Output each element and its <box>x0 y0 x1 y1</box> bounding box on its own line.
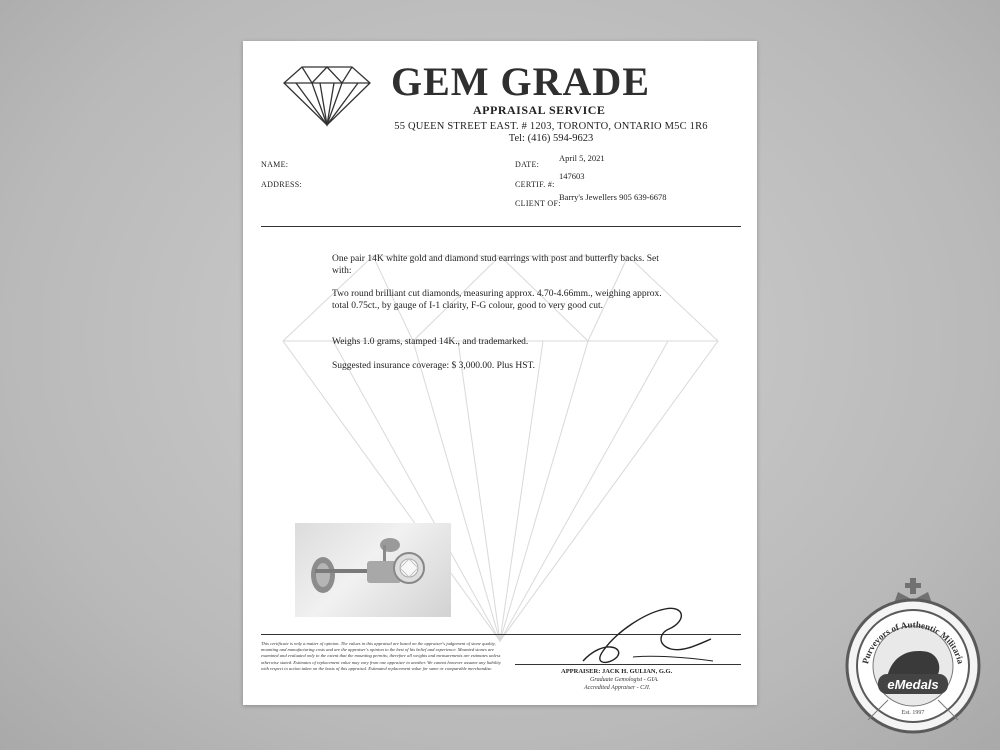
description-paragraph-3: Weighs 1.0 grams, stamped 14K., and trademarked. <box>332 337 529 347</box>
client-value: Barry's Jewellers 905 639-6678 <box>559 192 667 202</box>
address-label: ADDRESS: <box>261 180 303 189</box>
stud-earring-icon <box>295 523 451 617</box>
certif-label: CERTIF. #: <box>515 180 555 189</box>
date-value: April 5, 2021 <box>559 153 605 163</box>
earring-photo <box>295 523 451 617</box>
signature-line <box>515 664 741 665</box>
client-label: CLIENT OF: <box>515 199 561 208</box>
disclaimer-text: This certificate is only a matter of opinion. The values in this appraisal are based on the appraiser's judgement of stone quality, mounting and manufacturing costs and are the appraiser's opinion to the best of his belief and experience. Mounted stones are examined and evaluated only to the extent that the mounting permits; therefore all weights and measurements are estimates unless otherwise stated. Estimates of replacement value may vary from one appraiser to another. We cannot however assume any liability with respect to action taken on the basis of this appraisal. Estimated replacement value for same or comparable merchandise. <box>261 641 501 671</box>
date-label: DATE: <box>515 160 540 169</box>
appraiser-credential-cji: Accredited Appraiser - CJI. <box>584 685 651 691</box>
description-paragraph-2: Two round brilliant cut diamonds, measuring approx. 4.70-4.66mm., weighing approx. total 0.75ct., by gauge of I-1 clarity, F-G colour, good to very good cut. <box>332 289 662 311</box>
emedals-seal-logo <box>838 578 988 736</box>
appraiser-credential-gia: Graduate Gemologist - GIA. <box>590 677 659 683</box>
brand-title: GEM GRADE <box>391 59 650 104</box>
name-label: NAME: <box>261 160 289 169</box>
brand-subtitle: APPRAISAL SERVICE <box>473 103 606 117</box>
header-divider <box>261 226 741 227</box>
description-paragraph-4: Suggested insurance coverage: $ 3,000.00. Plus HST. <box>332 361 535 371</box>
description-paragraph-1: One pair 14K white gold and diamond stud earrings with post and butterfly backs. Set with: <box>332 254 659 276</box>
company-phone: Tel: (416) 594-9623 <box>508 133 594 144</box>
diamond-logo-icon <box>282 65 372 127</box>
appraisal-document <box>243 41 757 705</box>
company-address: 55 QUEEN STREET EAST. # 1203, TORONTO, ONTARIO M5C 1R6 <box>394 121 708 132</box>
seal-brand: eMedals <box>887 677 939 692</box>
certif-value: 147603 <box>559 171 585 181</box>
appraiser-name: APPRAISER: JACK H. GULIAN, G.G. <box>561 668 673 675</box>
seal-top-text: Purveyors of Authentic Militaria <box>860 619 966 665</box>
seal-established: Est. 1997 <box>901 710 925 716</box>
